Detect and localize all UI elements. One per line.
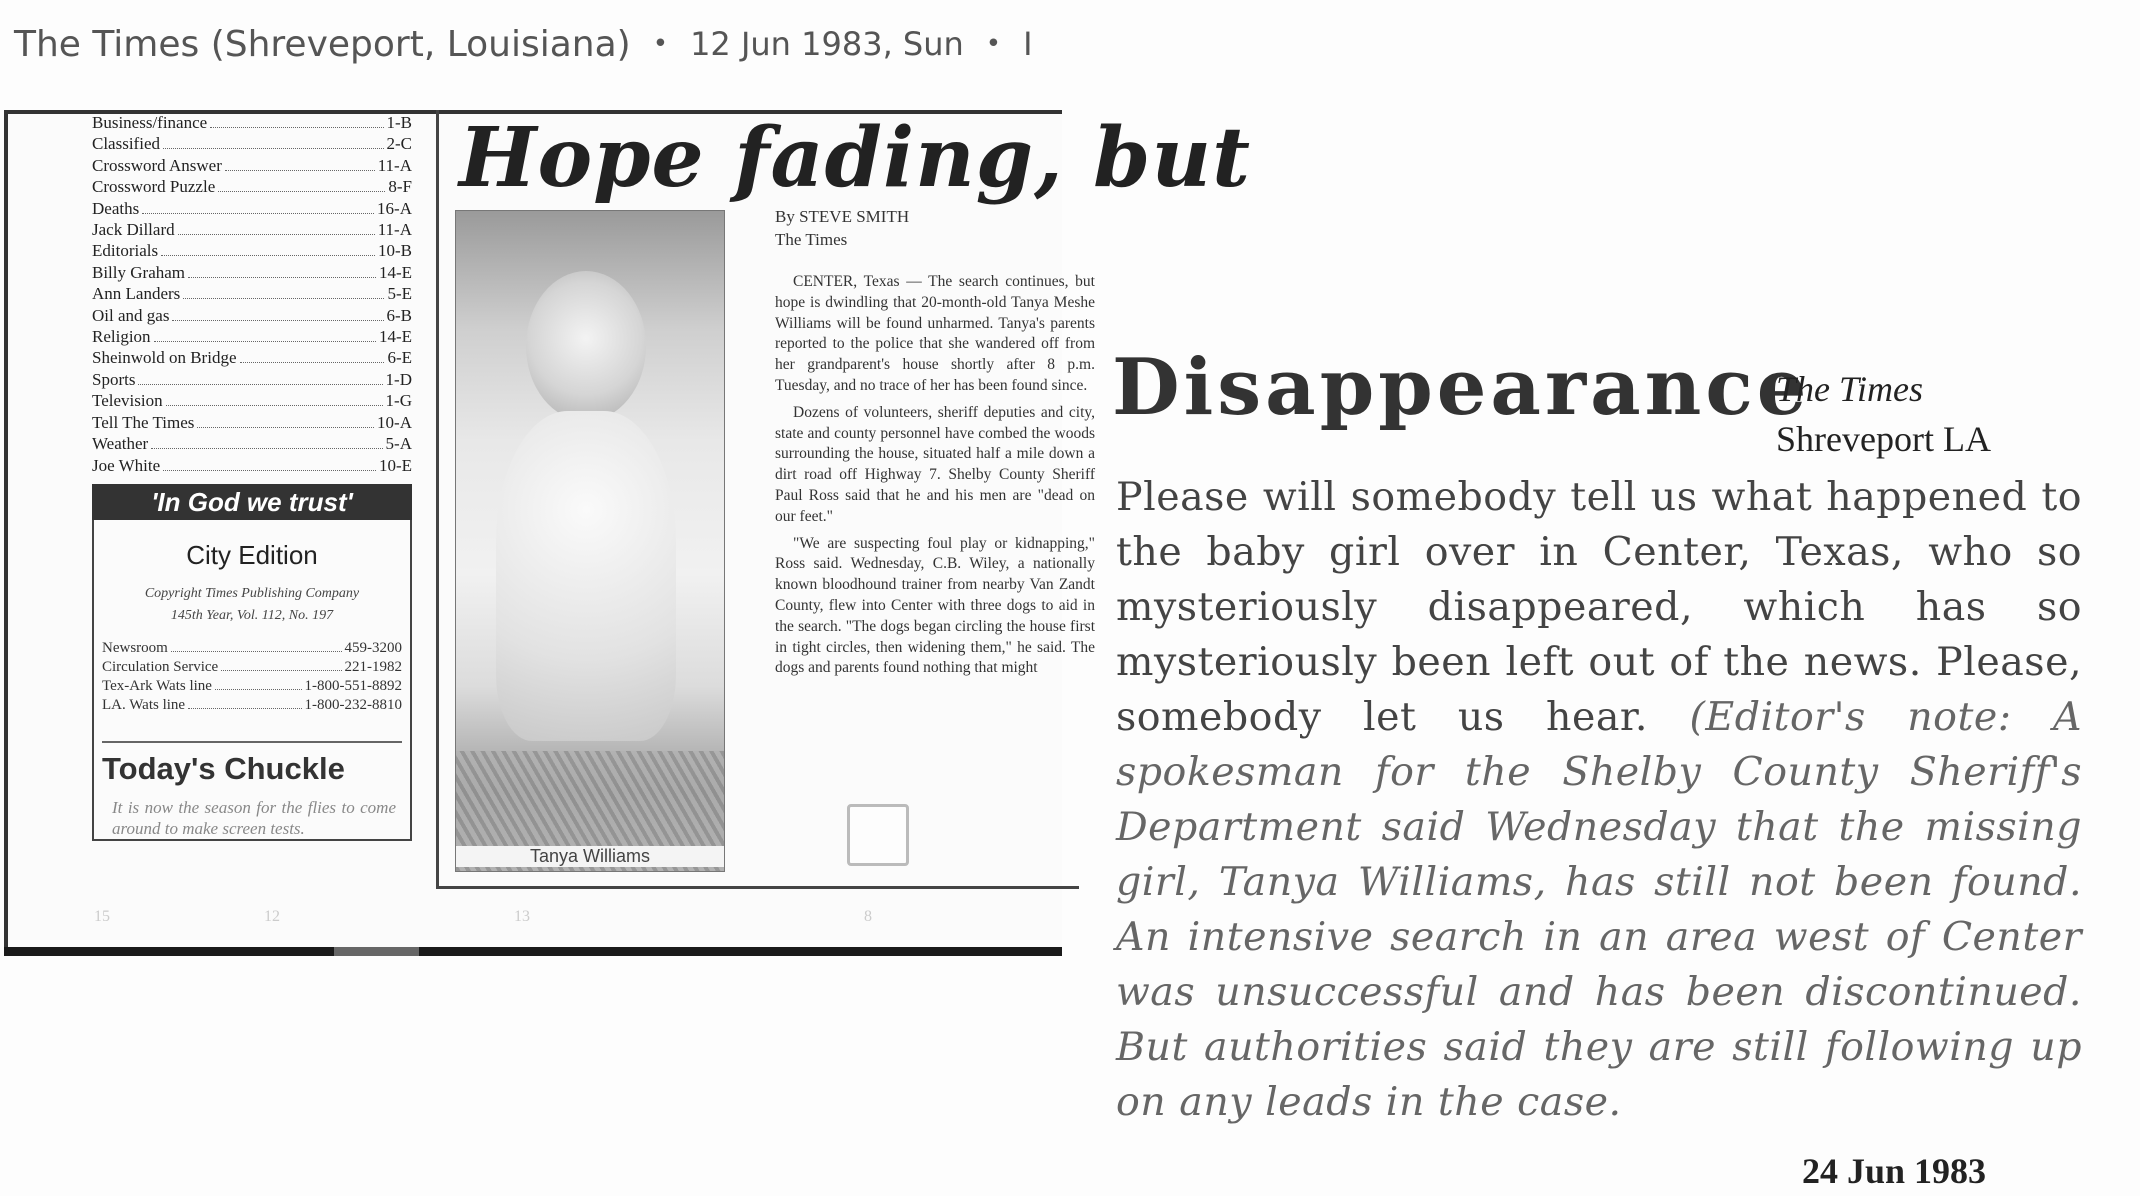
index-page: 11-A xyxy=(377,220,412,240)
index-label: Oil and gas xyxy=(92,305,170,325)
leader-dots xyxy=(154,329,376,342)
clipping-paper: The Times xyxy=(1776,369,1924,409)
index-page: 1-B xyxy=(386,113,412,132)
photo-face xyxy=(526,271,646,421)
index-label: Tell The Times xyxy=(92,412,195,432)
phone-label: Tex-Ark Wats line xyxy=(102,677,212,694)
index-item xyxy=(92,219,412,240)
story-body xyxy=(775,272,1095,685)
phone-list xyxy=(102,639,402,715)
story-headline: Hope fading, but xyxy=(459,110,1251,206)
index-label: Jack Dillard xyxy=(92,220,175,240)
index-item xyxy=(92,347,412,368)
leader-dots xyxy=(218,179,385,192)
index-label: Television xyxy=(92,391,163,411)
index-item xyxy=(92,305,412,326)
index-label: Sheinwold on Bridge xyxy=(92,348,237,368)
clipping-left-rule xyxy=(4,110,8,950)
leader-dots xyxy=(142,201,374,214)
story-photo xyxy=(455,210,725,872)
volume-line: 145th Year, Vol. 112, No. 197 xyxy=(170,607,334,623)
leader-dots xyxy=(178,222,375,235)
page-label-truncated: I xyxy=(1023,25,1033,63)
edition-box xyxy=(92,520,412,841)
phone-number: 1-800-232-8810 xyxy=(304,696,402,713)
viewer-header xyxy=(0,14,1070,74)
index-page: 1-G xyxy=(385,391,412,411)
phone-number: 459-3200 xyxy=(344,639,402,656)
phone-row xyxy=(102,696,402,715)
leader-dots xyxy=(215,679,302,690)
clipping-place: Shreveport LA xyxy=(1776,419,1991,459)
index-page: 6-B xyxy=(386,305,412,325)
index-item xyxy=(92,326,412,347)
folio-number: 13 xyxy=(514,908,530,925)
index-label: Deaths xyxy=(92,198,140,218)
leader-dots xyxy=(171,641,342,652)
index-item xyxy=(92,283,412,304)
leader-dots xyxy=(210,115,383,128)
leader-dots xyxy=(183,286,384,299)
index-page: 6-E xyxy=(387,348,412,368)
index-label: Religion xyxy=(92,327,151,347)
separator-dot: • xyxy=(985,29,1002,59)
index-label: Weather xyxy=(92,434,149,454)
phone-label: LA. Wats line xyxy=(102,696,186,713)
index-label: Crossword Puzzle xyxy=(92,177,216,197)
index-item xyxy=(92,390,412,411)
leader-dots xyxy=(161,243,375,256)
leader-dots xyxy=(188,698,301,709)
index-label: Billy Graham xyxy=(92,262,186,282)
front-page-clipping xyxy=(4,110,1251,956)
leader-dots xyxy=(197,415,374,428)
photo-figure xyxy=(496,411,676,741)
index-page: 5-E xyxy=(387,284,412,304)
clipping-bottom-bar xyxy=(4,947,1062,956)
clipping-letter xyxy=(1116,470,2082,1130)
index-page: 11-A xyxy=(377,155,412,175)
leader-dots xyxy=(163,458,376,471)
folio-number: 8 xyxy=(864,908,872,925)
index-page: 10-E xyxy=(378,455,412,475)
index-item xyxy=(92,155,412,176)
leader-dots xyxy=(172,308,383,321)
motto-banner: 'In God we trust' xyxy=(92,484,412,520)
leader-dots xyxy=(138,372,382,385)
index-item xyxy=(92,240,412,261)
story-byline xyxy=(775,205,909,251)
leader-dots xyxy=(225,158,375,171)
reader-letter: Please will somebody tell us what happened to the baby girl over in Center, Texas, who so mysteriously disappeared, which has so mysteriously been left out of the news. Please, somebody let us hear. xyxy=(1116,474,2082,740)
leader-dots xyxy=(240,350,385,363)
folio-number: 12 xyxy=(264,908,280,925)
edition-label: City Edition xyxy=(186,539,318,570)
story-paragraph: CENTER, Texas — The search continues, but hope is dwindling that 20-month-old Tanya Meshe Williams will be found unharmed. Tanya's parents reported to the police that she wandered off from her grandparent's house shortly after 8 p.m. Tuesday, and no trace of her has been found since. xyxy=(775,273,1095,394)
editor-note: (Editor's note: A spokesman for the Shelby County Sheriff's Department said Wednesday that the missing girl, Tanya Williams, has still not been found. An intensive search in an area west of Center was unsuccessful and has been discontinued. But authorities said they are still following up on any leads in the case. xyxy=(1116,694,2082,1125)
index-page: 5-A xyxy=(385,434,412,454)
index-page: 1-D xyxy=(385,369,412,389)
index-page: 10-B xyxy=(378,241,412,261)
story-paragraph: "We are suspecting foul play or kidnapping," Ross said. Wednesday, C.B. Wiley, a nationally known bloodhound trainer from nearby Van Zandt County, flew into Center with three dogs to aid in the search. "The dogs began circling the house first in tight circles, then widening them," he said. The dogs and parents found nothing that might xyxy=(775,534,1095,677)
copyright-line: Copyright Times Publishing Company xyxy=(144,585,360,601)
index-page: 14-E xyxy=(378,262,412,282)
index-page: 8-F xyxy=(388,177,412,197)
index-item xyxy=(92,412,412,433)
phone-label: Newsroom xyxy=(102,639,168,656)
publication-title[interactable]: The Times (Shreveport, Louisiana) xyxy=(14,23,631,65)
index-page: 16-A xyxy=(377,198,412,218)
leader-dots xyxy=(166,393,383,406)
leader-dots xyxy=(188,265,376,278)
index-item xyxy=(92,433,412,454)
separator-dot: • xyxy=(652,29,669,59)
phone-number: 1-800-551-8892 xyxy=(304,677,402,694)
story-paragraph: Dozens of volunteers, sheriff deputies and city, state and county personnel have combed the woods surrounding the house, situated half a mile down a dirt road off Highway 7. Shelby County Sheriff Paul Ross said that he and his men are "dead on our feet." xyxy=(775,403,1095,525)
clipping-date: 24 Jun 1983 xyxy=(1802,1151,1987,1191)
index-column xyxy=(92,112,412,882)
publication-date[interactable]: 12 Jun 1983, Sun xyxy=(690,25,964,63)
clipping-title: Disappearance xyxy=(1112,342,1811,433)
index-item xyxy=(92,369,412,390)
index-item xyxy=(92,176,412,197)
index-label: Joe White xyxy=(92,455,161,475)
leader-dots xyxy=(163,136,384,149)
index-label: Crossword Answer xyxy=(92,155,222,175)
index-label: Editorials xyxy=(92,241,159,261)
photo-caption: Tanya Williams xyxy=(456,846,724,867)
index-page: 2-C xyxy=(386,134,412,154)
phone-row xyxy=(102,677,402,696)
index-label: Business/finance xyxy=(92,113,208,132)
index-label: Sports xyxy=(92,369,136,389)
phone-label: Circulation Service xyxy=(102,658,219,675)
leader-dots xyxy=(221,660,341,671)
index-label: Ann Landers xyxy=(92,284,181,304)
index-item xyxy=(92,198,412,219)
chuckle-text: It is now the season for the flies to come around to make screen tests. xyxy=(112,797,396,838)
index-page: 10-A xyxy=(377,412,412,432)
leader-dots xyxy=(151,436,382,449)
byline-org: The Times xyxy=(775,230,848,249)
index-item xyxy=(92,112,412,133)
index-page: 14-E xyxy=(378,327,412,347)
index-item xyxy=(92,455,412,476)
index-item xyxy=(92,262,412,283)
lead-story xyxy=(436,110,1251,889)
chuckle-title: Today's Chuckle xyxy=(102,741,402,787)
phone-row xyxy=(102,658,402,677)
byline-author: By STEVE SMITH xyxy=(775,207,910,226)
clip-crop-handle-icon[interactable] xyxy=(847,804,909,866)
index-list xyxy=(92,112,412,476)
index-item xyxy=(92,133,412,154)
folio-number: 15 xyxy=(94,908,110,925)
index-label: Classified xyxy=(92,134,160,154)
phone-row xyxy=(102,639,402,658)
phone-number: 221-1982 xyxy=(344,658,402,675)
